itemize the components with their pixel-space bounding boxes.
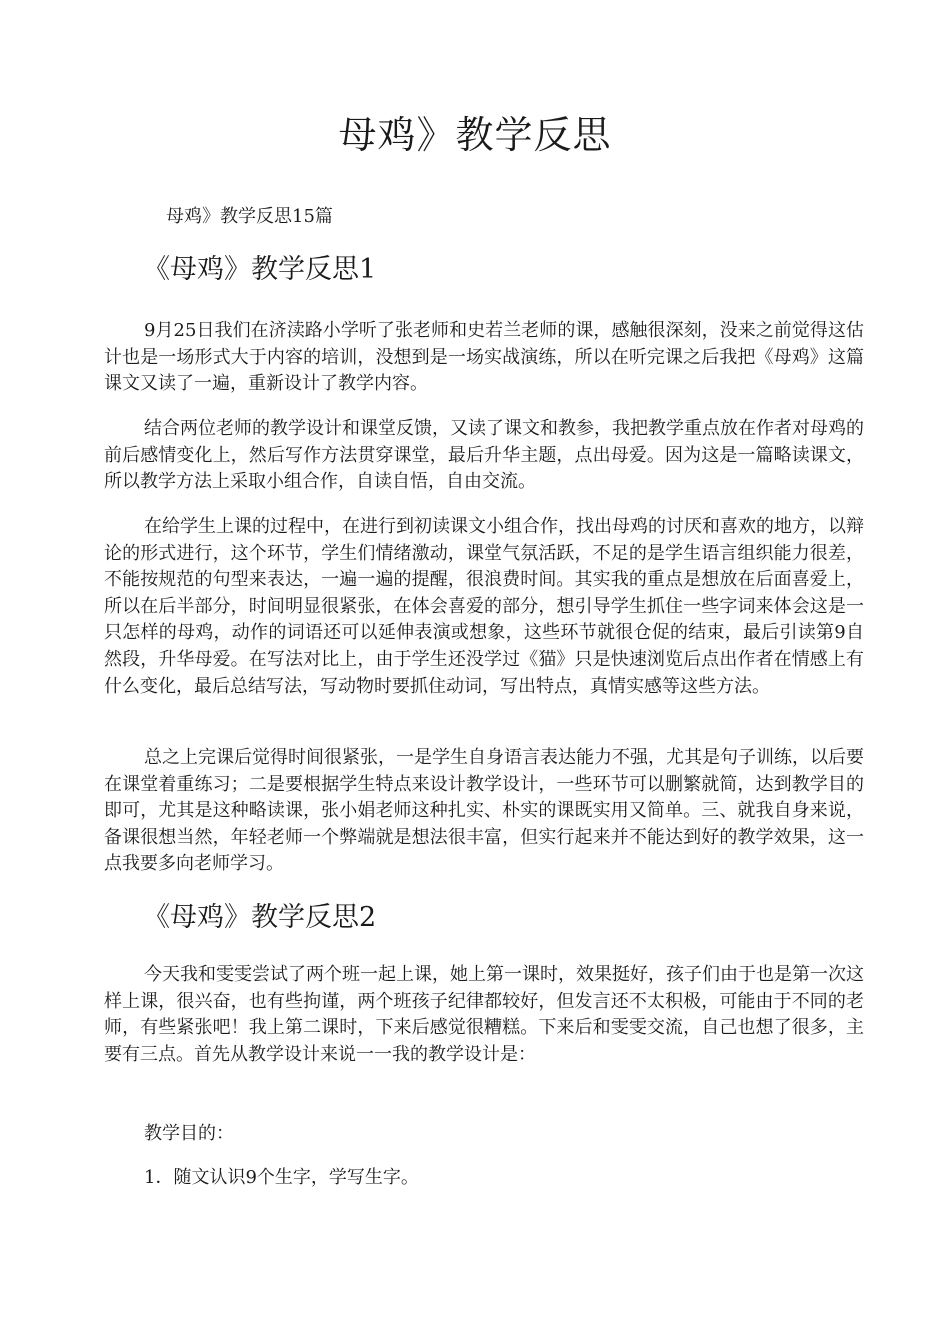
section-1-paragraph-4: 总之上完课后觉得时间很紧张，一是学生自身语言表达能力不强，尤其是句子训练，以后要在课堂着重练习；二是要根据学生特点来设计教学设计，一些环节可以删繁就简，达到教学目的即可，尤其是这种略读课，张小娟老师这种扎实、朴实的课既实用又简单。三、就我自身来说，备课很想当然，年轻老师一个弊端就是想法很丰富，但实行起来并不能达到好的教学效果，这一点我要多向老师学习。 bbox=[104, 747, 864, 875]
section-1-paragraph-2: 结合两位老师的教学设计和课堂反馈，又读了课文和教参，我把教学重点放在作者对母鸡的前后感情变化上，然后写作方法贯穿课堂，最后升华主题，点出母爱。因为这是一篇略读课文，所以教学方法上采取小组合作，自读自悟，自由交流。 bbox=[104, 418, 864, 493]
section-2-paragraph-1: 今天我和雯雯尝试了两个班一起上课，她上第一课时，效果挺好，孩子们由于也是第一次这样上课，很兴奋，也有些拘谨，两个班孩子纪律都较好，但发言还不太积极，可能由于不同的老师，有些紧张吧！我上第二课时，下来后感觉很糟糕。下来后和雯雯交流，自己也想了很多，主要有三点。首先从教学设计来说一一我的教学设计是： bbox=[104, 964, 864, 1065]
section-2-heading: 《母鸡》教学反思2 bbox=[143, 902, 377, 933]
section-1-heading: 《母鸡》教学反思1 bbox=[143, 254, 377, 285]
document-title: 母鸡》教学反思 bbox=[338, 113, 612, 157]
section-1-paragraph-3: 在给学生上课的过程中，在进行到初读课文小组合作，找出母鸡的讨厌和喜欢的地方，以辩论的形式进行，这个环节，学生们情绪激动，课堂气氛活跃，不足的是学生语言组织能力很差，不能按规范的句型来表达，一遍一遍的提醒，很浪费时间。其实我的重点是想放在后面喜爱上，所以在后半部分，时间明显很紧张，在体会喜爱的部分，想引导学生抓住一些字词来体会这是一只怎样的母鸡，动作的词语还可以延伸表演或想象，这些环节就很仓促的结束，最后引读第9自然段，升华母爱。在写法对比上，由于学生还没学过《猫》只是快速浏览后点出作者在情感上有什么变化，最后总结写法，写动物时要抓住动词，写出特点，真情实感等这些方法。 bbox=[104, 516, 864, 697]
section-2-goal-item-1: 1．随文认识9个生字，学写生字。 bbox=[144, 1167, 419, 1188]
section-1-paragraph-1: 9月25日我们在济渎路小学听了张老师和史若兰老师的课，感触很深刻，没来之前觉得这估计也是一场形式大于内容的培训，没想到是一场实战演练，所以在听完课之后我把《母鸡》这篇课文又读了一遍，重新设计了教学内容。 bbox=[104, 320, 864, 395]
document-subtitle: 母鸡》教学反思15篇 bbox=[166, 206, 333, 227]
section-2-teaching-goal-label: 教学目的： bbox=[144, 1123, 234, 1144]
